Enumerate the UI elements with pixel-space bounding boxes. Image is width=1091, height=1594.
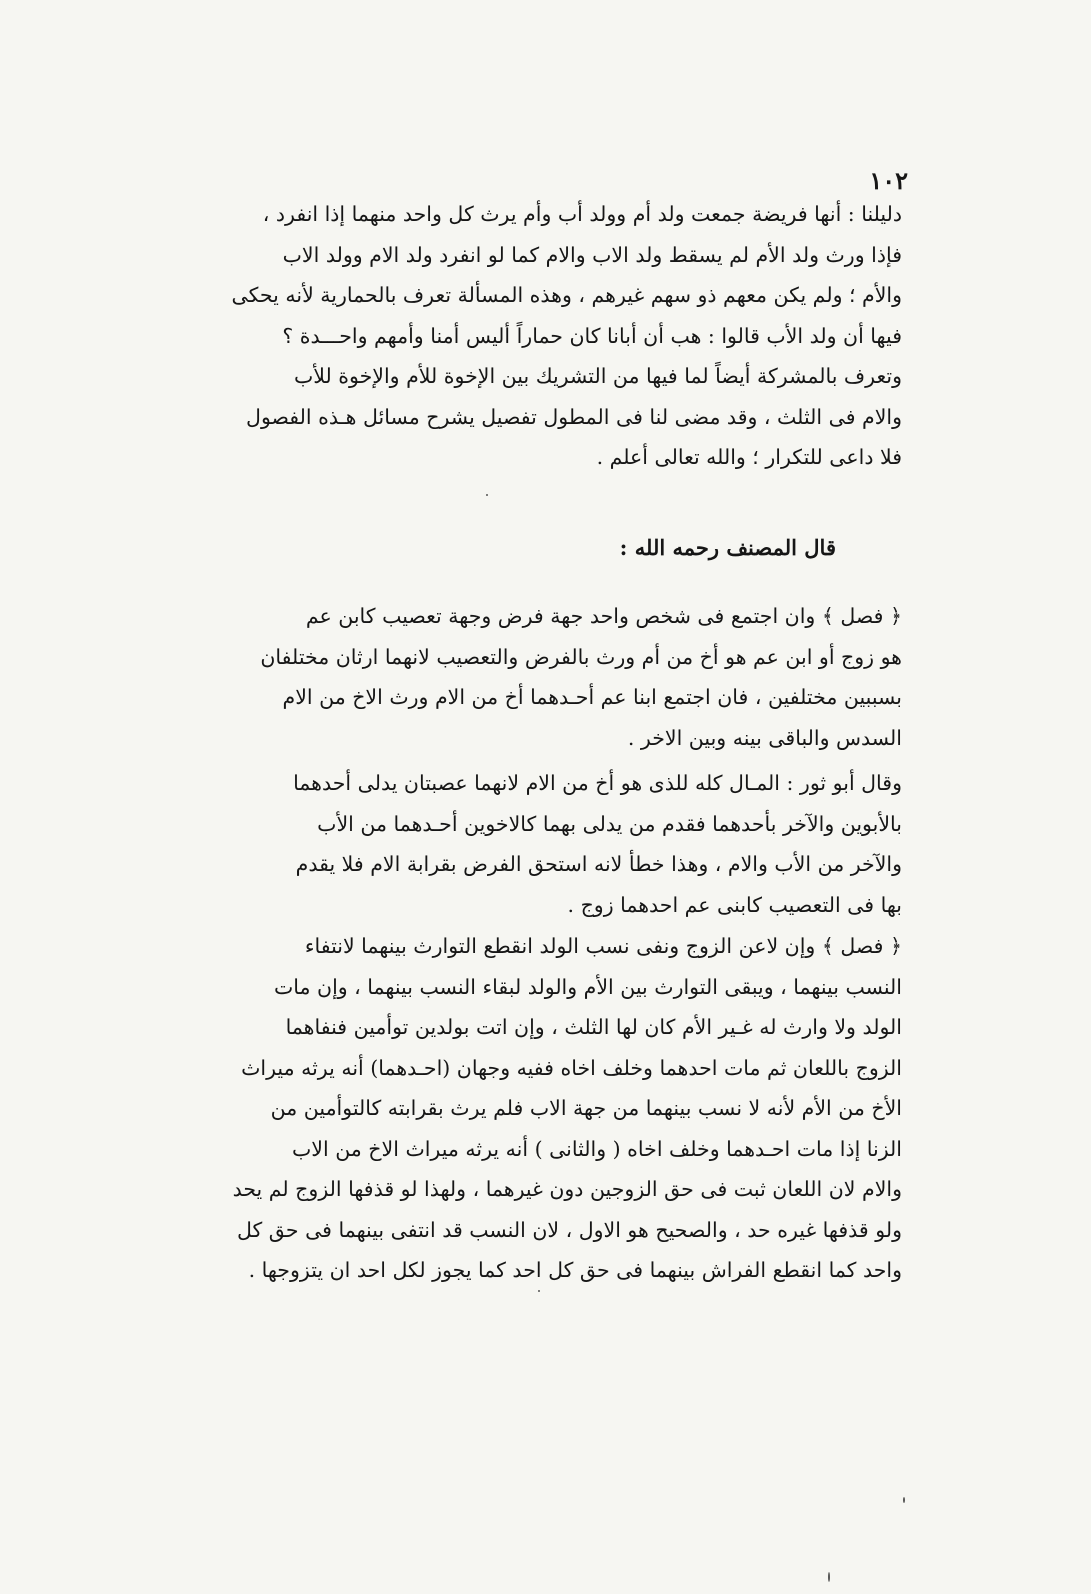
text-line: والآخر من الأب والام ، وهذا خطأ لانه استحق الفرض بقرابة الام فلا يقدم (295, 852, 902, 876)
text-line: بها فى التعصيب كابنى عم احدهما زوج . (567, 892, 902, 917)
scan-speck (903, 1497, 905, 1503)
scan-speck (538, 1290, 540, 1292)
text-line: دليلنا : أنها فريضة جمعت ولد أم وولد أب وأم يرث كل واحد منهما إذا انفرد ، (262, 202, 902, 226)
text-line: الولد ولا وارث له غـير الأم كان لها الثلث ، وإن اتت بولدين توأمين فنفاهما (285, 1015, 902, 1039)
scan-speck (486, 494, 488, 496)
text-line: الزنا إذا مات احـدهما وخلف اخاه ( والثانى ) أنه يرثه ميراث الاخ من الاب (292, 1136, 902, 1161)
text-line: والام فى الثلث ، وقد مضى لنا فى المطول تفصيل يشرح مسائل هـذه الفصول (246, 404, 902, 429)
section-heading: قال المصنف رحمه الله : (619, 535, 836, 560)
text-line: فلا داعى للتكرار ؛ والله تعالى أعلم . (596, 445, 902, 469)
page-number: ١٠٢ (869, 166, 908, 195)
text-line: والأم ؛ ولم يكن معهم ذو سهم غيرهم ، وهذه المسألة تعرف بالحمارية لأنه يحكى (231, 283, 902, 307)
paragraph-1 (186, 194, 902, 478)
text-line: بالأبوين والآخر بأحدهما فقدم من يدلى بهما كالاخوين أحـدهما من الأب (317, 811, 902, 836)
text-line: ولو قذفها غيره حد ، والصحيح هو الاول ، لان النسب قد انتفى بينهما فى حق كل (237, 1217, 902, 1242)
text-line: ﴿ فصل ﴾ وإن لاعن الزوج ونفى نسب الولد انقطع التوارث بينهما لانتفاء (304, 934, 902, 958)
text-line: واحد كما انقطع الفراش بينهما فى حق كل احد كما يجوز لكل احد ان يتزوجها . (248, 1258, 902, 1282)
text-line: الأخ من الأم لأنه لا نسب بينهما من جهة الاب فلم يرث بقرابته كالتوأمين من (270, 1096, 902, 1120)
text-line: والام لان اللعان ثبت فى حق الزوجين دون غيرهما ، ولهذا لو قذفها الزوج لم يحد (232, 1177, 902, 1201)
paragraph-2 (186, 596, 902, 758)
text-line: فإذا ورث ولد الأم لم يسقط ولد الاب والام كما لو انفرد ولد الام وولد الاب (282, 242, 902, 267)
text-line: وتعرف بالمشركة أيضاً لما فيها من التشريك بين الإخوة للأم والإخوة للأب (293, 364, 902, 388)
text-line: النسب بينهما ، ويبقى التوارث بين الأم والولد لبقاء النسب بينهما ، وإن مات (273, 974, 902, 999)
text-line: هو زوج أو ابن عم هو أخ من أم ورث بالفرض والتعصيب لانهما ارثان مختلفان (260, 644, 902, 669)
paragraph-4 (186, 926, 902, 1291)
scan-speck (828, 1572, 830, 1582)
paragraph-3 (186, 763, 902, 925)
text-line: فيها أن ولد الأب قالوا : هب أن أبانا كان حماراً أليس أمنا وأمهم واحـــدة ؟ (282, 323, 902, 348)
text-line: السدس والباقى بينه وبين الاخر . (627, 725, 902, 750)
text-line: ﴿ فصل ﴾ وان اجتمع فى شخص واحد جهة فرض وجهة تعصيب كابن عم (305, 604, 902, 628)
text-line: بسببين مختلفين ، فان اجتمع ابنا عم أحـدهما أخ من الام ورث الاخ من الام (282, 685, 902, 709)
text-line: وقال أبو ثور : المـال كله للذى هو أخ من الام لانهما عصبتان يدلى أحدهما (293, 771, 902, 795)
text-line: الزوج باللعان ثم مات احدهما وخلف اخاه ففيه وجهان (احـدهما) أنه يرثه ميراث (241, 1055, 902, 1080)
